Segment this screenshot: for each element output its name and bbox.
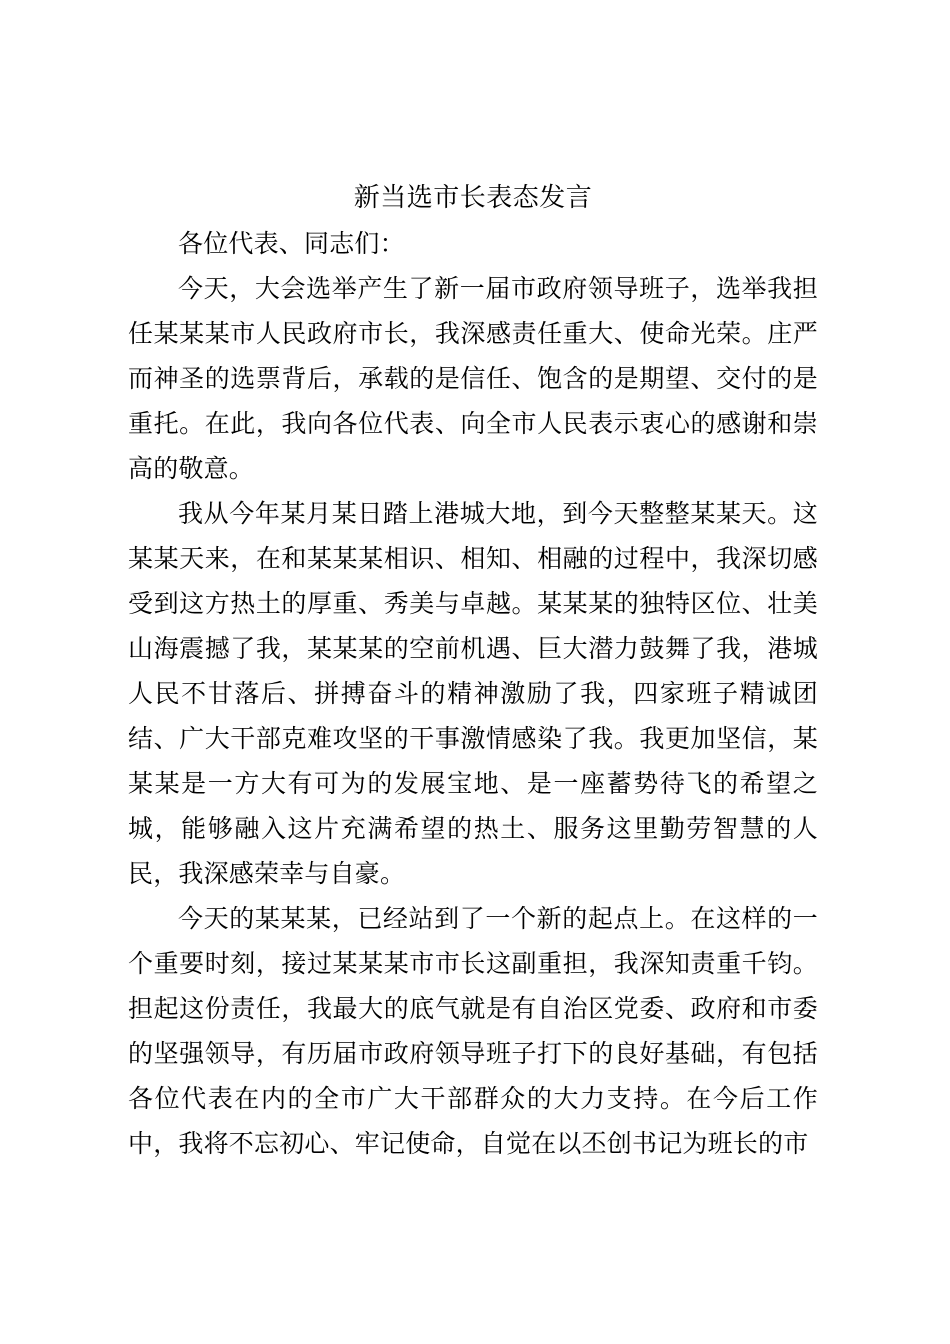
document-page	[128, 176, 818, 1166]
paragraph: 我从今年某月某日踏上港城大地，到今天整整某某天。这某某天来，在和某某某相识、相知、相融的过程中，我深切感受到这方热土的厚重、秀美与卓越。某某某的独特区位、壮美山海震撼了我，某某某的空前机遇、巨大潜力鼓舞了我，港城人民不甘落后、拼搏奋斗的精神激励了我，四家班子精诚团结、广大干部克难攻坚的干事激情感染了我。我更加坚信，某某某是一方大有可为的发展宝地、是一座蓄势待飞的希望之城，能够融入这片充满希望的热土、服务这里勤劳智慧的人民，我深感荣幸与自豪。	[128, 499, 818, 888]
document-title: 新当选市长表态发言	[353, 183, 593, 213]
paragraph: 今天，大会选举产生了新一届市政府领导班子，选举我担任某某某市人民政府市长，我深感责任重大、使命光荣。庄严而神圣的选票背后，承载的是信任、饱含的是期望、交付的是重托。在此，我向各位代表、向全市人民表示衷心的感谢和崇高的敬意。	[128, 274, 818, 483]
paragraph: 今天的某某某，已经站到了一个新的起点上。在这样的一个重要时刻，接过某某某市市长这副重担，我深知责重千钧。担起这份责任，我最大的底气就是有自治区党委、政府和市委的坚强领导，有历届市政府领导班子打下的良好基础，有包括各位代表在内的全市广大干部群众的大力支持。在今后工作中，我将不忘初心、牢记使命，自觉在以丕创书记为班长的市	[128, 904, 818, 1158]
salutation: 各位代表、同志们：	[178, 229, 405, 258]
